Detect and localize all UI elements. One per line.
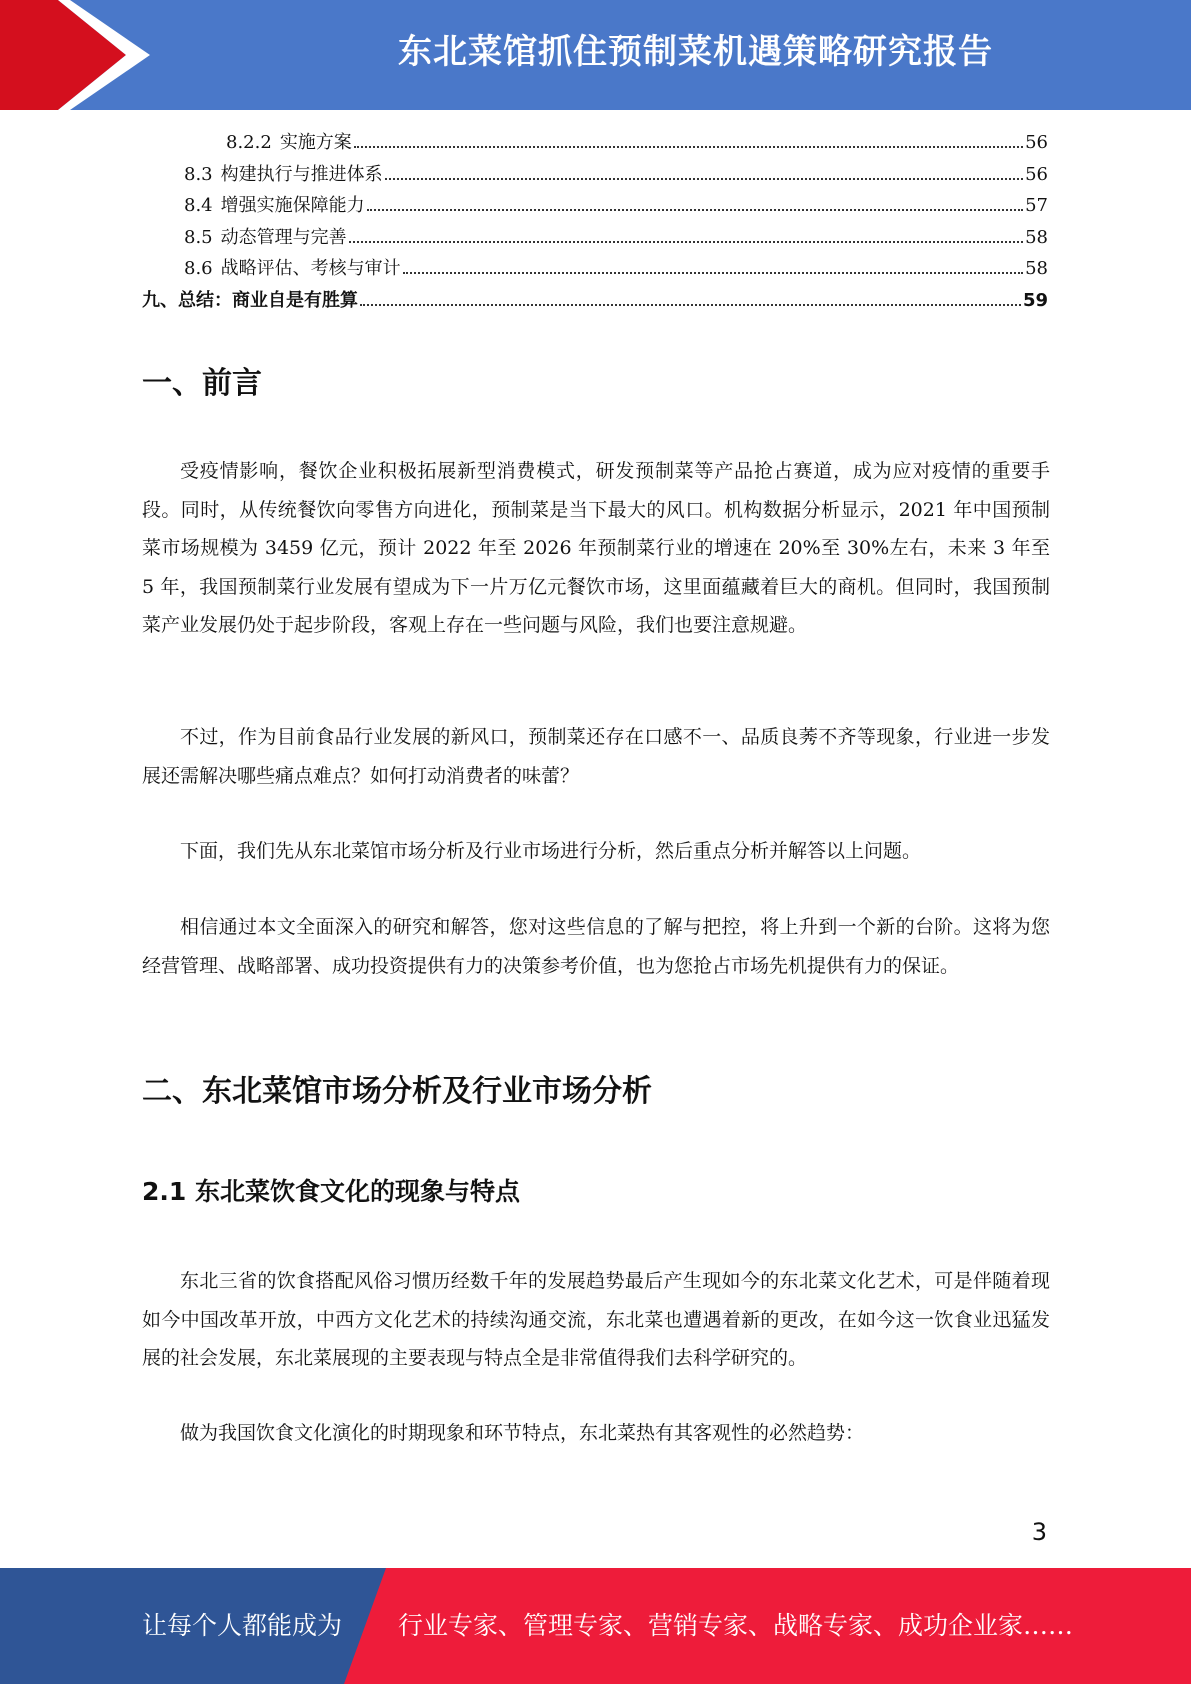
toc-entry[interactable] [142, 223, 1048, 255]
toc-page: 58 [1025, 226, 1048, 248]
toc-entry[interactable] [142, 191, 1048, 223]
toc-number: 8.6 [184, 258, 213, 279]
page-number: 3 [1031, 1518, 1047, 1546]
toc-leader [349, 241, 1023, 243]
toc-number: 8.2.2 [226, 132, 272, 153]
table-of-contents [142, 128, 1048, 317]
toc-title: 增强实施保障能力 [220, 195, 365, 216]
subsection-heading: 2.1 东北菜饮食文化的现象与特点 [142, 1177, 520, 1206]
toc-number: 8.5 [184, 226, 213, 248]
toc-page: 59 [1022, 289, 1048, 311]
toc-entry[interactable] [142, 286, 1048, 318]
toc-title: 战略评估、考核与审计 [220, 258, 401, 279]
toc-entry[interactable] [142, 160, 1048, 192]
paragraph: 相信通过本文全面深入的研究和解答，您对这些信息的了解与把控，将上升到一个新的台阶。这将为您经营管理、战略部署、成功投资提供有力的决策参考价值，也为您抢占市场先机提供有力的保证。 [142, 916, 1050, 977]
paragraph: 受疫情影响，餐饮企业积极拓展新型消费模式，研发预制菜等产品抢占赛道，成为应对疫情的重要手段。同时，从传统餐饮向零售方向进化，预制菜是当下最大的风口。机构数据分析显示，2021 年中国预制菜市场规模为 3459 亿元，预计 2022 年至 2026 年预制菜行业的增速在 20%至 30%左右，未来 3 年至 5 年，我国预制菜行业发展有望成为下一片万亿元餐饮市场，这里面蕴藏着巨大的商机。但同时，我国预制菜产业发展仍处于起步阶段，客观上存在一些问题与风险，我们也要注意规避。 [142, 460, 1050, 636]
footer-slogan-right: 行业专家、管理专家、营销专家、战略专家、成功企业家…… [398, 1611, 1074, 1640]
toc-page: 56 [1025, 132, 1048, 153]
page-footer [0, 1568, 1191, 1684]
paragraph: 不过，作为目前食品行业发展的新风口，预制菜还存在口感不一、品质良莠不齐等现象，行业进一步发展还需解决哪些痛点难点？如何打动消费者的味蕾？ [142, 726, 1050, 787]
paragraph: 下面，我们先从东北菜馆市场分析及行业市场进行分析，然后重点分析并解答以上问题。 [180, 840, 922, 862]
toc-title: 实施方案 [279, 132, 352, 153]
toc-number: 8.4 [184, 195, 213, 216]
page-header [0, 0, 1191, 110]
toc-leader [354, 146, 1023, 148]
section-heading-preface: 一、前言 [142, 366, 262, 401]
toc-entry[interactable] [142, 128, 1048, 160]
toc-title: 九、总结：商业自是有胜算 [142, 289, 358, 311]
paragraph: 做为我国饮食文化演化的时期现象和环节特点，东北菜热有其客观性的必然趋势： [180, 1422, 865, 1444]
toc-leader [367, 209, 1023, 211]
toc-leader [360, 304, 1021, 306]
toc-page: 57 [1025, 195, 1048, 216]
toc-leader [385, 178, 1023, 180]
document-title: 东北菜馆抓住预制菜机遇策略研究报告 [398, 32, 993, 72]
toc-title: 构建执行与推进体系 [220, 163, 383, 185]
paragraph: 东北三省的饮食搭配风俗习惯历经数千年的发展趋势最后产生现如今的东北菜文化艺术，可是伴随着现如今中国改革开放，中西方文化艺术的持续沟通交流，东北菜也遭遇着新的更改，在如今这一饮食业迅猛发展的社会发展，东北菜展现的主要表现与特点全是非常值得我们去科学研究的。 [142, 1270, 1050, 1369]
toc-title: 动态管理与完善 [220, 226, 347, 248]
toc-page: 56 [1025, 163, 1048, 185]
toc-number: 8.3 [184, 163, 213, 185]
section-heading-market-analysis: 二、东北菜馆市场分析及行业市场分析 [142, 1074, 652, 1109]
toc-leader [403, 272, 1023, 274]
toc-entry[interactable] [142, 254, 1048, 286]
footer-slogan-left: 让每个人都能成为 [142, 1611, 343, 1640]
toc-page: 58 [1025, 258, 1048, 279]
